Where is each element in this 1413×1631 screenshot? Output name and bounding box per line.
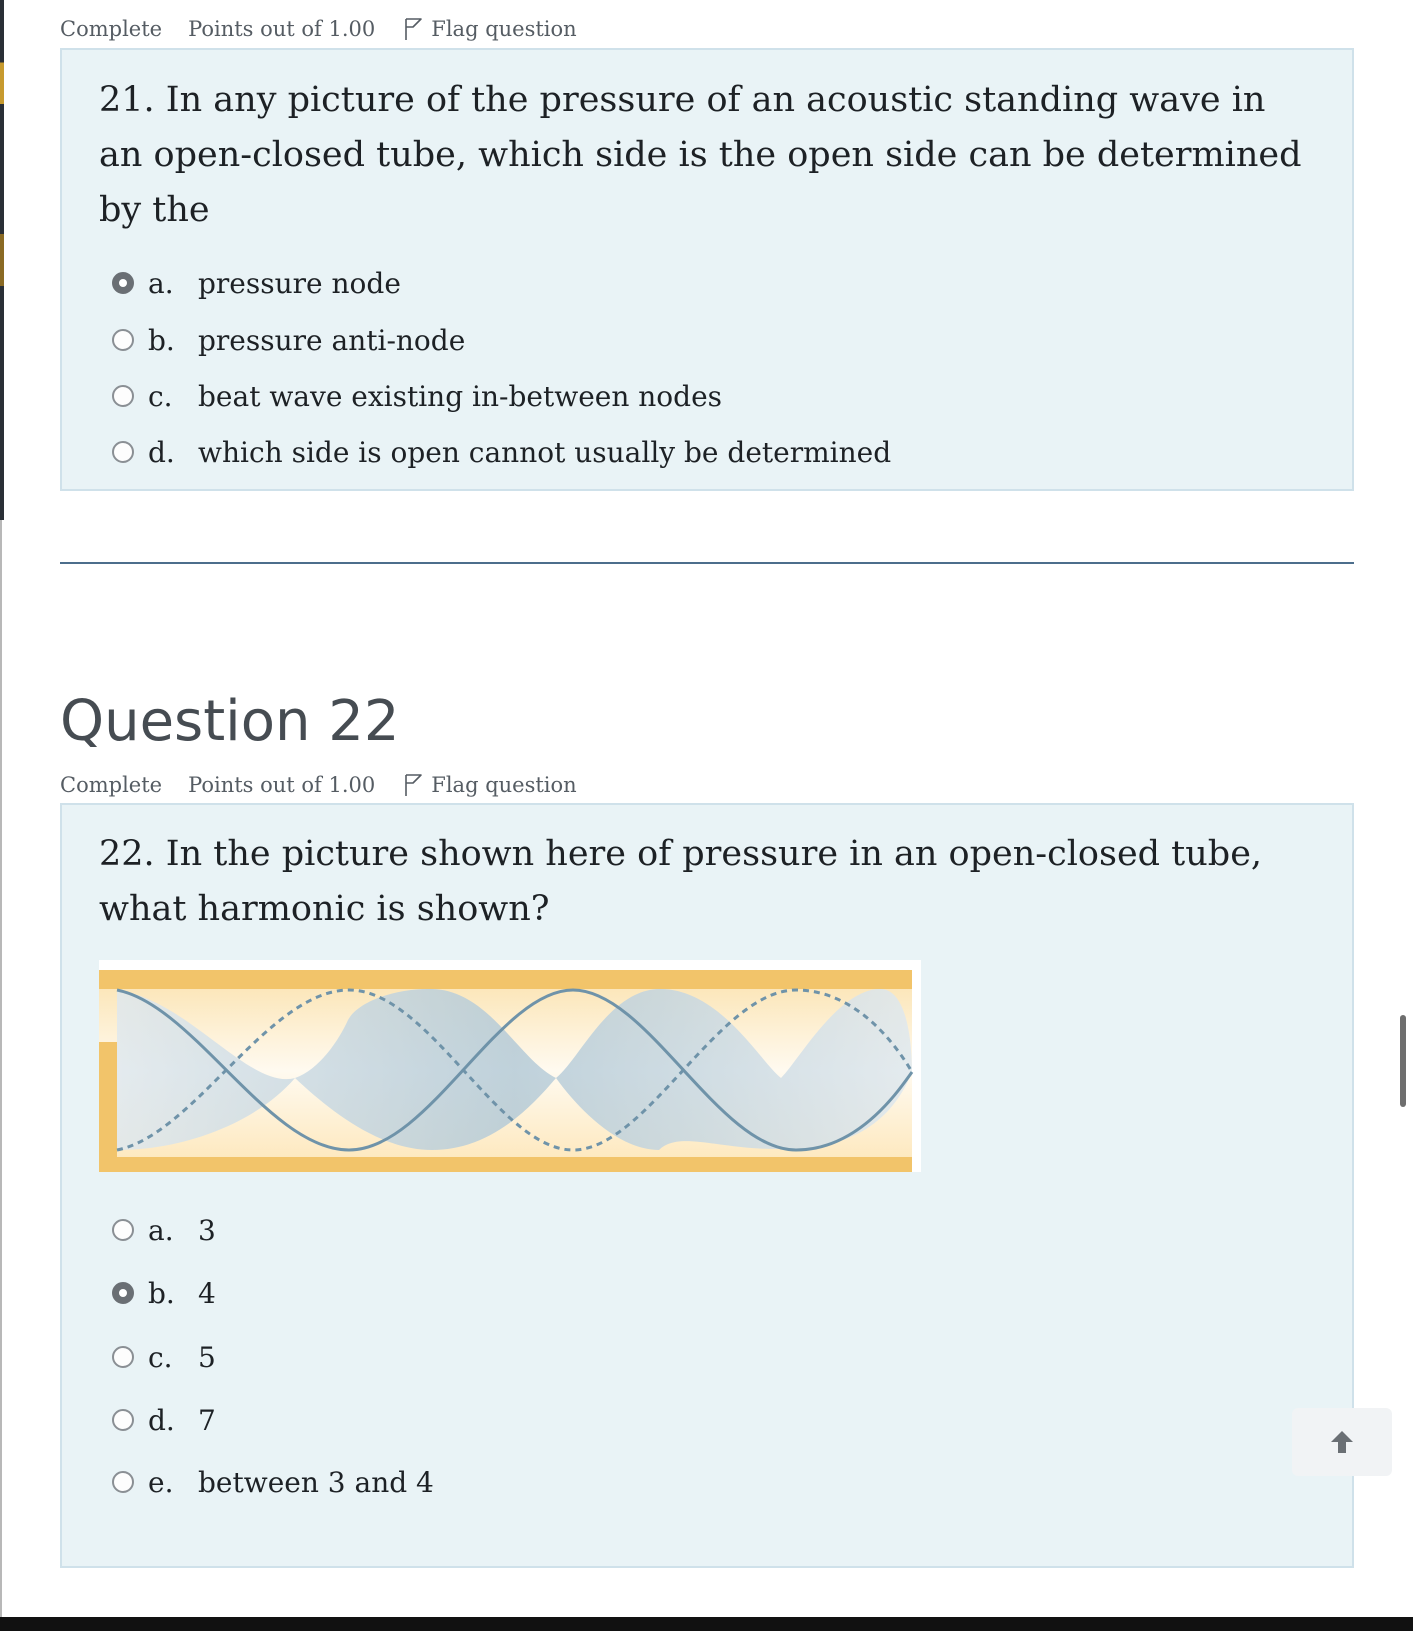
answer-text: between 3 and 4 — [198, 1465, 434, 1499]
q22-state: Complete — [60, 773, 163, 797]
q22-answer-e[interactable] — [112, 1462, 434, 1502]
answer-text: beat wave existing in-between nodes — [198, 379, 723, 413]
q22-question-text: 22. In the picture shown here of pressure in an open-closed tube, what harmonic is shown? — [99, 834, 1263, 929]
q21-grade: Points out of 1.00 — [188, 17, 376, 41]
answer-text: 7 — [198, 1403, 216, 1437]
window-edge-lower — [0, 520, 2, 1620]
q22-answer-c[interactable] — [112, 1337, 216, 1377]
q22-info-row — [60, 770, 577, 800]
question-divider — [60, 562, 1354, 564]
answer-text: 5 — [198, 1340, 216, 1374]
answer-text: 3 — [198, 1213, 216, 1247]
answer-letter: c. — [148, 1340, 173, 1374]
answer-letter: d. — [148, 435, 175, 469]
q21-answer-a[interactable] — [112, 263, 401, 303]
radio-button[interactable] — [112, 329, 134, 351]
radio-button[interactable] — [112, 385, 134, 407]
answer-letter: b. — [148, 1276, 175, 1310]
radio-button[interactable] — [112, 1346, 134, 1368]
answer-text: pressure anti-node — [198, 323, 466, 357]
radio-button[interactable] — [112, 1471, 134, 1493]
q21-answer-d[interactable] — [112, 432, 891, 472]
radio-button[interactable] — [112, 441, 134, 463]
q21-state: Complete — [60, 17, 163, 41]
q21-formulation — [60, 48, 1354, 491]
q21-flag-question-link[interactable] — [403, 17, 576, 41]
q22-flag-question-link[interactable] — [403, 773, 576, 797]
answer-letter: a. — [148, 1213, 174, 1247]
q21-answer-b[interactable] — [112, 320, 465, 360]
q21-flag-label: Flag question — [431, 17, 577, 41]
answer-letter: b. — [148, 323, 175, 357]
arrow-up-icon — [1328, 1428, 1356, 1456]
scrollbar-thumb[interactable] — [1400, 1015, 1406, 1107]
q22-answer-d[interactable] — [112, 1400, 216, 1440]
answer-letter: c. — [148, 379, 173, 413]
window-edge — [0, 0, 4, 520]
q22-heading: Question 22 — [60, 689, 400, 754]
radio-button-selected[interactable] — [112, 272, 134, 294]
q21-question-text: 21. In any picture of the pressure of an acoustic standing wave in an open-closed tube, which side is the open side can be determined by the — [99, 80, 1302, 230]
bottom-bar — [0, 1617, 1413, 1631]
back-to-top-button[interactable] — [1292, 1408, 1392, 1476]
flag-icon — [403, 773, 423, 797]
q21-answer-c[interactable] — [112, 376, 722, 416]
answer-text: pressure node — [198, 266, 401, 300]
tube-diagram — [99, 960, 921, 1172]
radio-button[interactable] — [112, 1219, 134, 1241]
flag-icon — [403, 17, 423, 41]
answer-letter: e. — [148, 1465, 174, 1499]
q22-answer-a[interactable] — [112, 1210, 216, 1250]
q22-answer-b[interactable] — [112, 1273, 216, 1313]
answer-text: which side is open cannot usually be determined — [198, 435, 892, 469]
radio-button-selected[interactable] — [112, 1282, 134, 1304]
answer-text: 4 — [198, 1276, 216, 1310]
q22-grade: Points out of 1.00 — [188, 773, 376, 797]
standing-wave-tube-image — [99, 960, 921, 1172]
radio-button[interactable] — [112, 1409, 134, 1431]
q21-info-row — [60, 14, 577, 44]
q22-flag-label: Flag question — [431, 773, 577, 797]
answer-letter: d. — [148, 1403, 175, 1437]
q22-formulation — [60, 803, 1354, 1568]
answer-letter: a. — [148, 266, 174, 300]
